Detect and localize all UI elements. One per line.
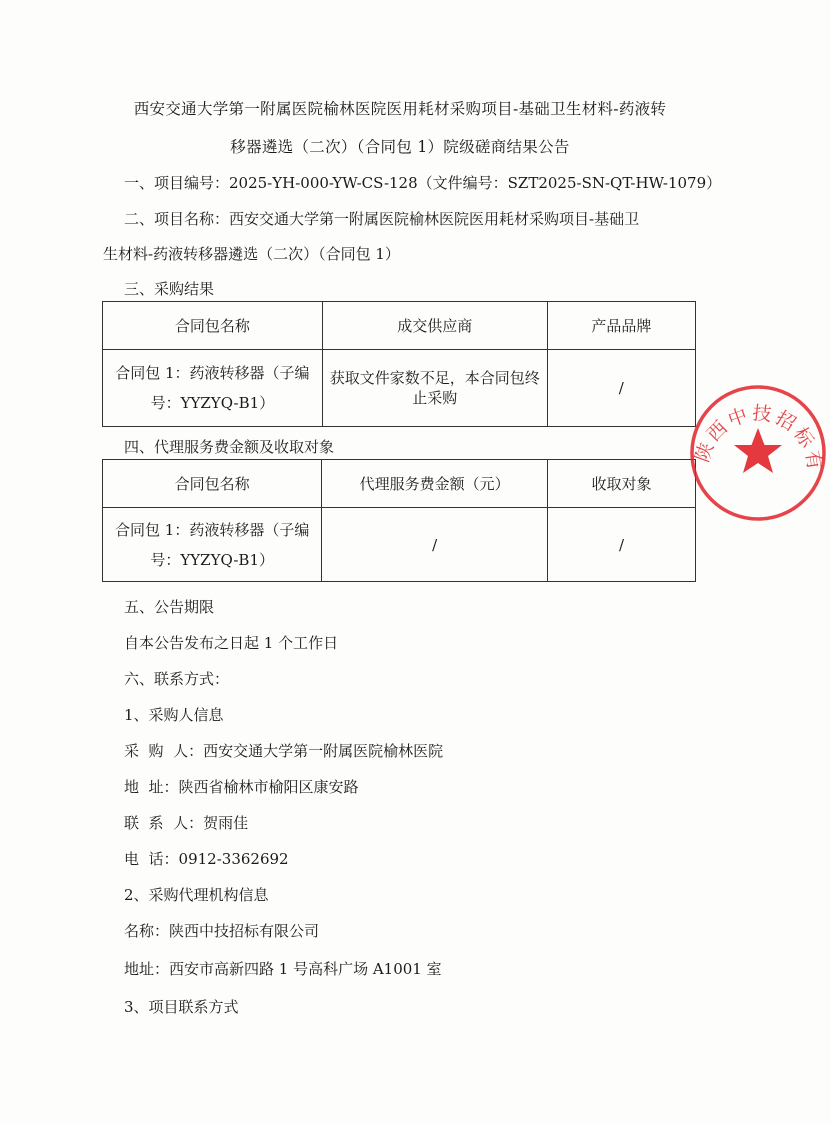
project-name-line-1: 二、项目名称：西安交通大学第一附属医院榆林医院医用耗材采购项目-基础卫 (124, 210, 640, 228)
project-number: 一、项目编号：2025-YH-000-YW-CS-128（文件编号：SZT2025-SN-QT-HW-1079） (124, 174, 722, 192)
package-name-line-2: 号：YYZYQ-B1） (150, 394, 275, 412)
purchaser-info-heading: 1、采购人信息 (124, 706, 224, 724)
package-name-cell (103, 508, 322, 582)
project-name-line-2: 生材料-药液转移器遴选（二次）（合同包 1） (103, 245, 400, 263)
notice-period-text: 自本公告发布之日起 1 个工作日 (124, 634, 339, 652)
package-name-cell (103, 350, 323, 427)
seal-graphic (680, 378, 830, 528)
header-package-name: 合同包名称 (103, 302, 323, 350)
purchaser-contact: 联 系 人：贺雨佳 (124, 814, 249, 832)
fee-cell: / (322, 508, 548, 582)
agency-info-heading: 2、采购代理机构信息 (124, 886, 269, 904)
table-header-row (103, 302, 696, 350)
header-brand: 产品品牌 (547, 302, 695, 350)
header-payer: 收取对象 (547, 460, 695, 508)
payer-cell: / (547, 508, 695, 582)
package-name-line-1: 合同包 1：药液转移器（子编 (115, 520, 310, 539)
procurement-result-table (102, 301, 696, 427)
table-row (103, 508, 696, 582)
title-line-1: 西安交通大学第一附属医院榆林医院医用耗材采购项目-基础卫生材料-药液转 (133, 100, 667, 118)
supplier-cell (322, 350, 547, 427)
header-supplier: 成交供应商 (322, 302, 547, 350)
package-name-line-1: 合同包 1：药液转移器（子编 (115, 364, 310, 382)
table-header-row (103, 460, 696, 508)
header-fee-amount: 代理服务费金额（元） (322, 460, 548, 508)
brand-cell: / (547, 350, 695, 427)
company-seal (680, 378, 830, 528)
table-row (103, 350, 696, 427)
supplier-line-2: 止采购 (412, 389, 458, 407)
purchaser-address: 地 址：陕西省榆林市榆阳区康安路 (124, 778, 359, 796)
agency-name: 名称：陕西中技招标有限公司 (124, 922, 320, 940)
agency-fee-table (102, 459, 696, 582)
project-contact-heading: 3、项目联系方式 (124, 998, 239, 1016)
purchaser-name: 采 购 人：西安交通大学第一附属医院榆林医院 (124, 742, 444, 760)
contact-heading: 六、联系方式： (124, 670, 230, 688)
seal-star-icon (734, 428, 782, 473)
seal-text: 陕西中技招标有 (691, 402, 826, 475)
supplier-line-1: 获取文件家数不足，本合同包终 (329, 369, 540, 387)
notice-period-heading: 五、公告期限 (124, 598, 215, 616)
title-line-2: 移器遴选（二次）（合同包 1）院级磋商结果公告 (230, 138, 570, 156)
header-package-name: 合同包名称 (103, 460, 322, 508)
package-name-line-2: 号：YYZYQ-B1） (150, 550, 274, 569)
agency-fee-heading: 四、代理服务费金额及收取对象 (124, 438, 335, 456)
procurement-result-heading: 三、采购结果 (124, 280, 215, 298)
agency-address: 地址：西安市高新四路 1 号高科广场 A1001 室 (124, 960, 442, 978)
purchaser-phone: 电 话：0912-3362692 (124, 850, 289, 868)
